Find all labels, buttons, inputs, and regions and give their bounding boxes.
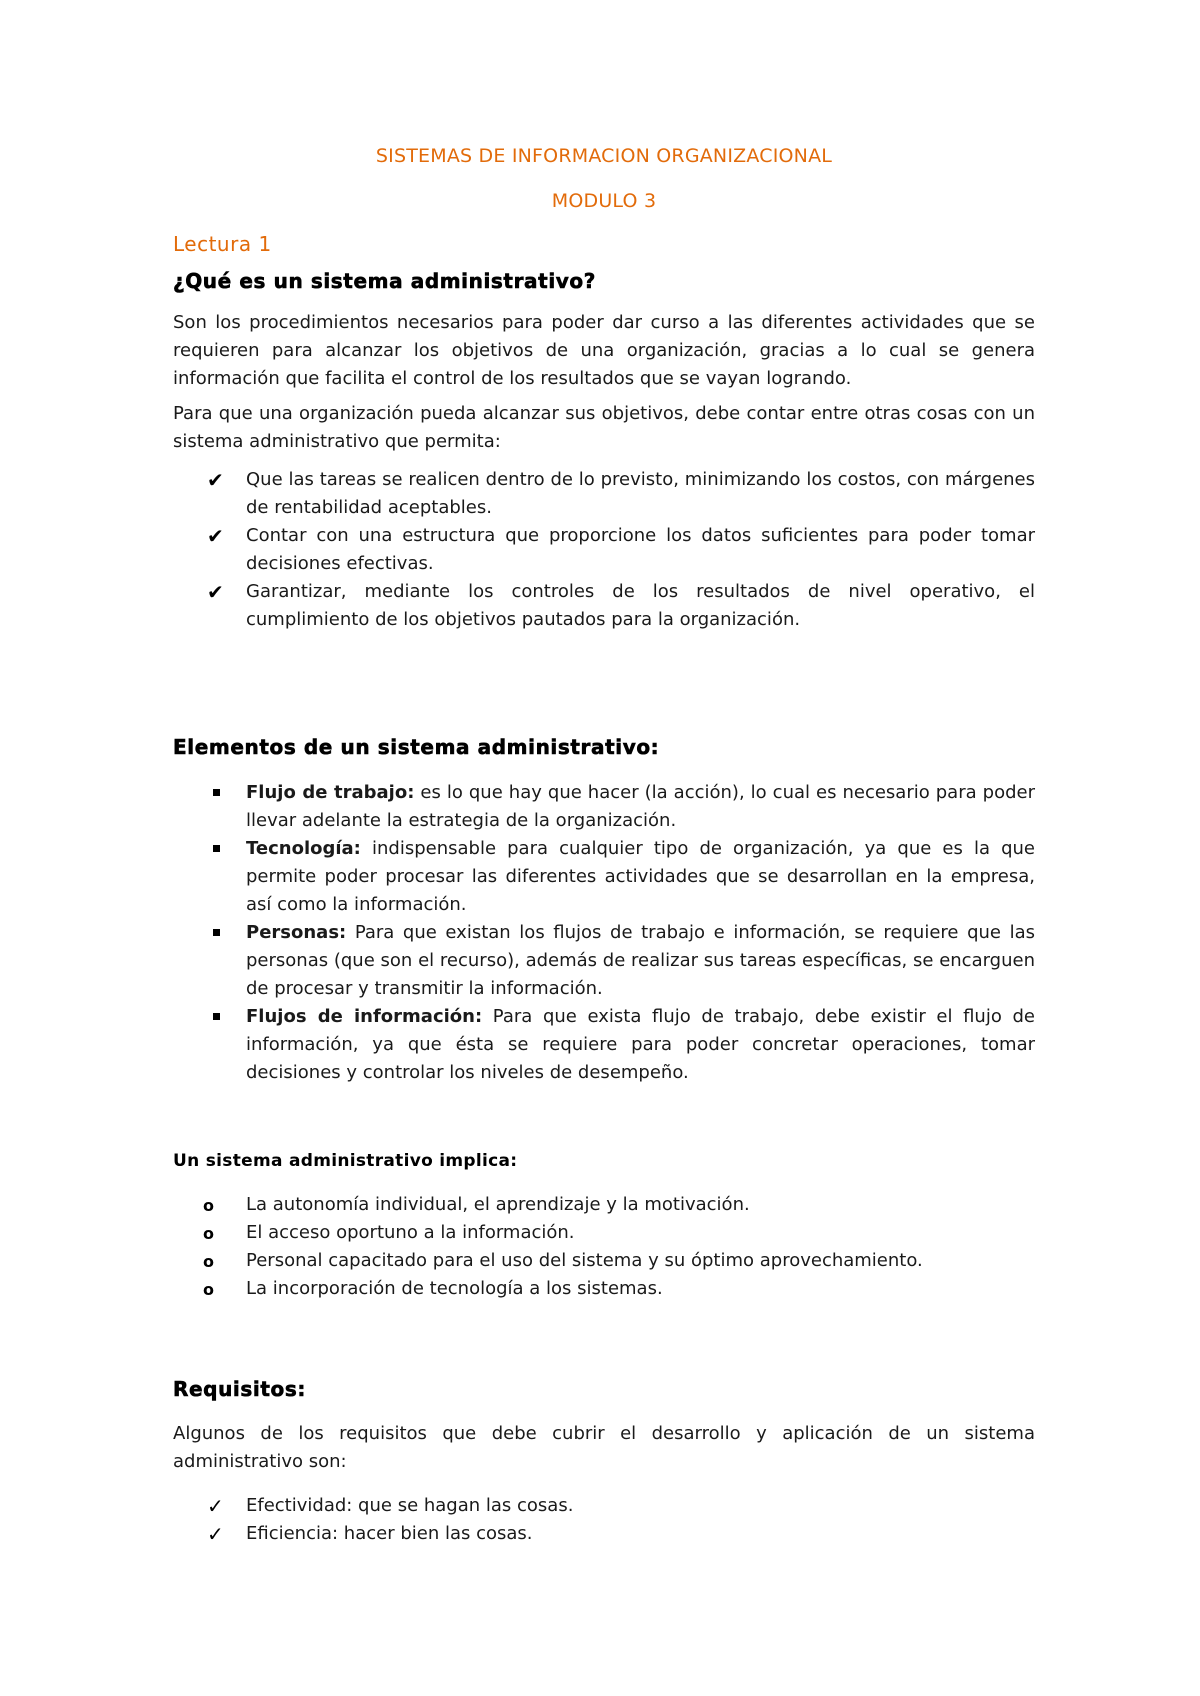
list-item-text: Personal capacitado para el uso del sistema y su óptimo aprovechamiento. bbox=[246, 1250, 923, 1271]
requirements-list bbox=[173, 1492, 1035, 1548]
section-heading-implica: Un sistema administrativo implica: bbox=[173, 1151, 518, 1171]
section-heading-que-es: ¿Qué es un sistema administrativo? bbox=[173, 269, 596, 293]
term-label: Tecnología: bbox=[246, 838, 361, 859]
checkmark-icon: ✔ bbox=[207, 580, 224, 604]
elements-list bbox=[173, 779, 1035, 1087]
term-label: Flujo de trabajo: bbox=[246, 782, 415, 803]
list-item-text: Que las tareas se realicen dentro de lo previsto, minimizando los costos, con márgenes de rentabilidad aceptables. bbox=[246, 469, 1035, 518]
list-item-text: Eficiencia: hacer bien las cosas. bbox=[246, 1523, 533, 1544]
section-heading-elementos: Elementos de un sistema administrativo: bbox=[173, 735, 660, 759]
checkmark-icon: ✓ bbox=[207, 1522, 224, 1546]
checkmark-icon: ✓ bbox=[207, 1494, 224, 1518]
checklist-permits bbox=[173, 466, 1035, 634]
section-heading-requisitos: Requisitos: bbox=[173, 1377, 306, 1401]
implications-list bbox=[173, 1191, 1035, 1303]
term-description: indispensable para cualquier tipo de organización, ya que es la que permite poder procesar las diferentes actividades que se desarrollan en la empresa, así como la información. bbox=[246, 838, 1035, 915]
list-item bbox=[173, 835, 1035, 919]
term-description: Para que exista flujo de trabajo, debe existir el flujo de información, ya que ésta se requiere para poder concretar operaciones, tomar decisiones y controlar los niveles de desempeño. bbox=[246, 1006, 1035, 1083]
document-title: SISTEMAS DE INFORMACION ORGANIZACIONAL bbox=[375, 145, 833, 167]
list-item-text: El acceso oportuno a la información. bbox=[246, 1222, 575, 1243]
list-item-text: Efectividad: que se hagan las cosas. bbox=[246, 1495, 574, 1516]
square-bullet-icon bbox=[213, 1013, 220, 1020]
list-item bbox=[173, 1247, 1035, 1275]
paragraph-requisitos: Algunos de los requisitos que debe cubrir el desarrollo y aplicación de un sistema administrativo son: bbox=[173, 1423, 1035, 1472]
list-item bbox=[173, 1492, 1035, 1520]
list-item bbox=[173, 1520, 1035, 1548]
list-item bbox=[173, 1275, 1035, 1303]
lectura-label: Lectura 1 bbox=[173, 232, 272, 256]
square-bullet-icon bbox=[213, 789, 220, 796]
circle-bullet-icon: o bbox=[203, 1196, 214, 1215]
list-item bbox=[173, 522, 1035, 578]
list-item bbox=[173, 466, 1035, 522]
checkmark-icon: ✔ bbox=[207, 468, 224, 492]
checkmark-icon: ✔ bbox=[207, 524, 224, 548]
list-item-text: Contar con una estructura que proporcione los datos suficientes para poder tomar decisiones efectivas. bbox=[246, 525, 1035, 574]
square-bullet-icon bbox=[213, 929, 220, 936]
circle-bullet-icon: o bbox=[203, 1280, 214, 1299]
paragraph-definition: Son los procedimientos necesarios para poder dar curso a las diferentes actividades que se requieren para alcanzar los objetivos de una organización, gracias a lo cual se genera información que facilita el control de los resultados que se vayan logrando. bbox=[173, 312, 1035, 389]
list-item bbox=[173, 1219, 1035, 1247]
paragraph-objectives: Para que una organización pueda alcanzar sus objetivos, debe contar entre otras cosas con un sistema administrativo que permita: bbox=[173, 403, 1035, 452]
list-item bbox=[173, 578, 1035, 634]
circle-bullet-icon: o bbox=[203, 1224, 214, 1243]
list-item bbox=[173, 919, 1035, 1003]
term-label: Flujos de información: bbox=[246, 1006, 483, 1027]
list-item-text: La incorporación de tecnología a los sistemas. bbox=[246, 1278, 663, 1299]
list-item-text: La autonomía individual, el aprendizaje y la motivación. bbox=[246, 1194, 750, 1215]
list-item bbox=[173, 779, 1035, 835]
circle-bullet-icon: o bbox=[203, 1252, 214, 1271]
term-label: Personas: bbox=[246, 922, 347, 943]
term-description: es lo que hay que hacer (la acción), lo cual es necesario para poder llevar adelante la estrategia de la organización. bbox=[246, 782, 1035, 831]
list-item bbox=[173, 1191, 1035, 1219]
square-bullet-icon bbox=[213, 845, 220, 852]
list-item-text: Garantizar, mediante los controles de los resultados de nivel operativo, el cumplimiento de los objetivos pautados para la organización. bbox=[246, 581, 1035, 630]
document-subtitle: MODULO 3 bbox=[551, 190, 657, 212]
list-item bbox=[173, 1003, 1035, 1087]
term-description: Para que existan los flujos de trabajo e información, se requiere que las personas (que son el recurso), además de realizar sus tareas específicas, se encarguen de procesar y transmitir la información. bbox=[246, 922, 1035, 999]
